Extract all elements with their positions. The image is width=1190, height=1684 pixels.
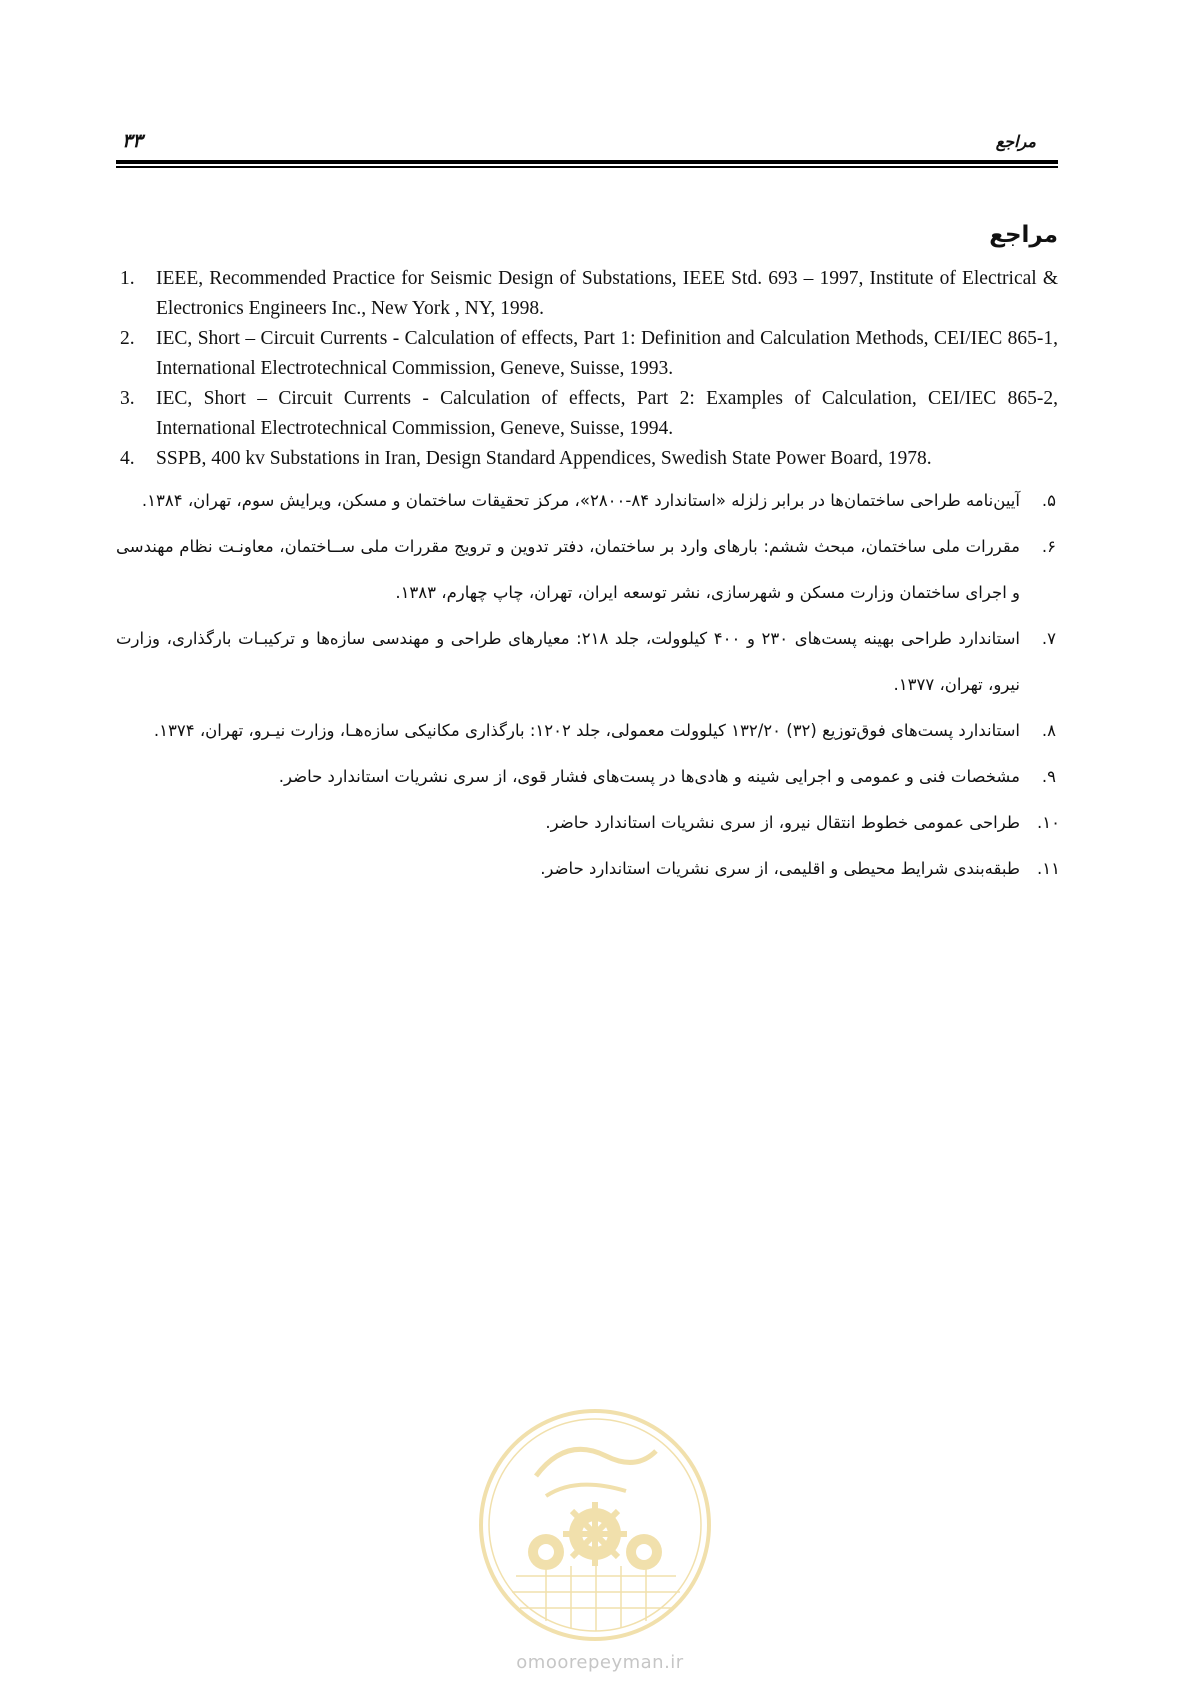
reference-text: SSPB, 400 kv Substations in Iran, Design Standard Appendices, Swedish State Power Board, 1978. [156, 448, 932, 469]
reference-number: 4. [120, 448, 135, 469]
page-header [116, 122, 1058, 168]
reference-number: ۸. [1041, 721, 1056, 740]
reference-item [116, 478, 1060, 524]
reference-number: ۷. [1041, 629, 1056, 648]
reference-item [116, 846, 1060, 892]
reference-text: مشخصات فنی و عمومی و اجرایی شینه و هادی‌ها در پست‌های فشار قوی، از سری نشریات استاندارد حاضر. [278, 767, 1020, 786]
gear-seal-logo-icon [476, 1406, 714, 1644]
header-rule-thin [116, 166, 1058, 168]
reference-item [116, 708, 1060, 754]
reference-item [120, 264, 1058, 324]
reference-item [116, 524, 1060, 616]
reference-text: IEC, Short – Circuit Currents - Calculation of effects, Part 1: Definition and Calculation Methods, CEI/IEC 865-1, International Electrotechnical Commission, Geneve, Suisse, 1993. [156, 328, 1058, 379]
reference-number: ۹. [1041, 767, 1056, 786]
section-title: مراجع [989, 222, 1058, 248]
reference-item [116, 616, 1060, 708]
persian-reference-list [116, 478, 1060, 892]
running-title: مراجع [995, 132, 1036, 151]
reference-text: طراحی عمومی خطوط انتقال نیرو، از سری نشریات استاندارد حاضر. [545, 813, 1020, 832]
reference-text: طبقه‌بندی شرایط محیطی و اقلیمی، از سری نشریات استاندارد حاضر. [540, 859, 1020, 878]
reference-number: ۵. [1041, 491, 1056, 510]
reference-number: ۱۰. [1037, 813, 1060, 832]
page-number: ۳۳ [122, 130, 143, 152]
reference-item [120, 444, 1058, 474]
reference-text: IEC, Short – Circuit Currents - Calculation of effects, Part 2: Examples of Calculation, CEI/IEC 865-2, International Electrotechnical Commission, Geneve, Suisse, 1994. [156, 388, 1058, 439]
reference-text: IEEE, Recommended Practice for Seismic Design of Substations, IEEE Std. 693 – 1997, Institute of Electrical & Electronics Engineers Inc., New York , NY, 1998. [156, 268, 1058, 319]
reference-text: استاندارد طراحی بهینه پست‌های ۲۳۰ و ۴۰۰ کیلوولت، جلد ۲۱۸: معیارهای طراحی و مهندسی سازه‌ها و ترکیبـات بارگذاری، وزارت نیرو، تهران، ۱۳۷۷. [116, 629, 1020, 694]
header-rule-thick [116, 160, 1058, 164]
reference-text: استاندارد پست‌های فوق‌توزیع (۳۲) ۱۳۲/۲۰ کیلوولت معمولی، جلد ۱۲۰۲: بارگذاری مکانیکی سازه‌هـا، وزارت نیـرو، تهران، ۱۳۷۴. [153, 721, 1020, 740]
watermark-site: omoorepeyman.ir [516, 1652, 684, 1673]
english-reference-list [120, 264, 1058, 474]
reference-item [116, 800, 1060, 846]
reference-number: 1. [120, 268, 135, 289]
reference-text: مقررات ملی ساختمان، مبحث ششم: بارهای وارد بر ساختمان، دفتر تدوین و ترویج مقررات ملی ســاختمان، معاونـت نظام مهندسی و اجرای ساختمان وزارت مسکن و شهرسازی، نشر توسعه ایران، تهران، چاپ چهارم، ۱۳۸۳. [116, 537, 1020, 602]
reference-number: ۱۱. [1037, 859, 1060, 878]
reference-number: 2. [120, 328, 135, 349]
reference-text: آیین‌نامه طراحی ساختمان‌ها در برابر زلزله «استاندارد ۸۴-۲۸۰۰»، مرکز تحقیقات ساختمان و مسکن، ویرایش سوم، تهران، ۱۳۸۴. [141, 491, 1020, 510]
reference-item [120, 324, 1058, 384]
reference-number: ۶. [1041, 537, 1056, 556]
reference-item [116, 754, 1060, 800]
reference-item [120, 384, 1058, 444]
reference-number: 3. [120, 388, 135, 409]
